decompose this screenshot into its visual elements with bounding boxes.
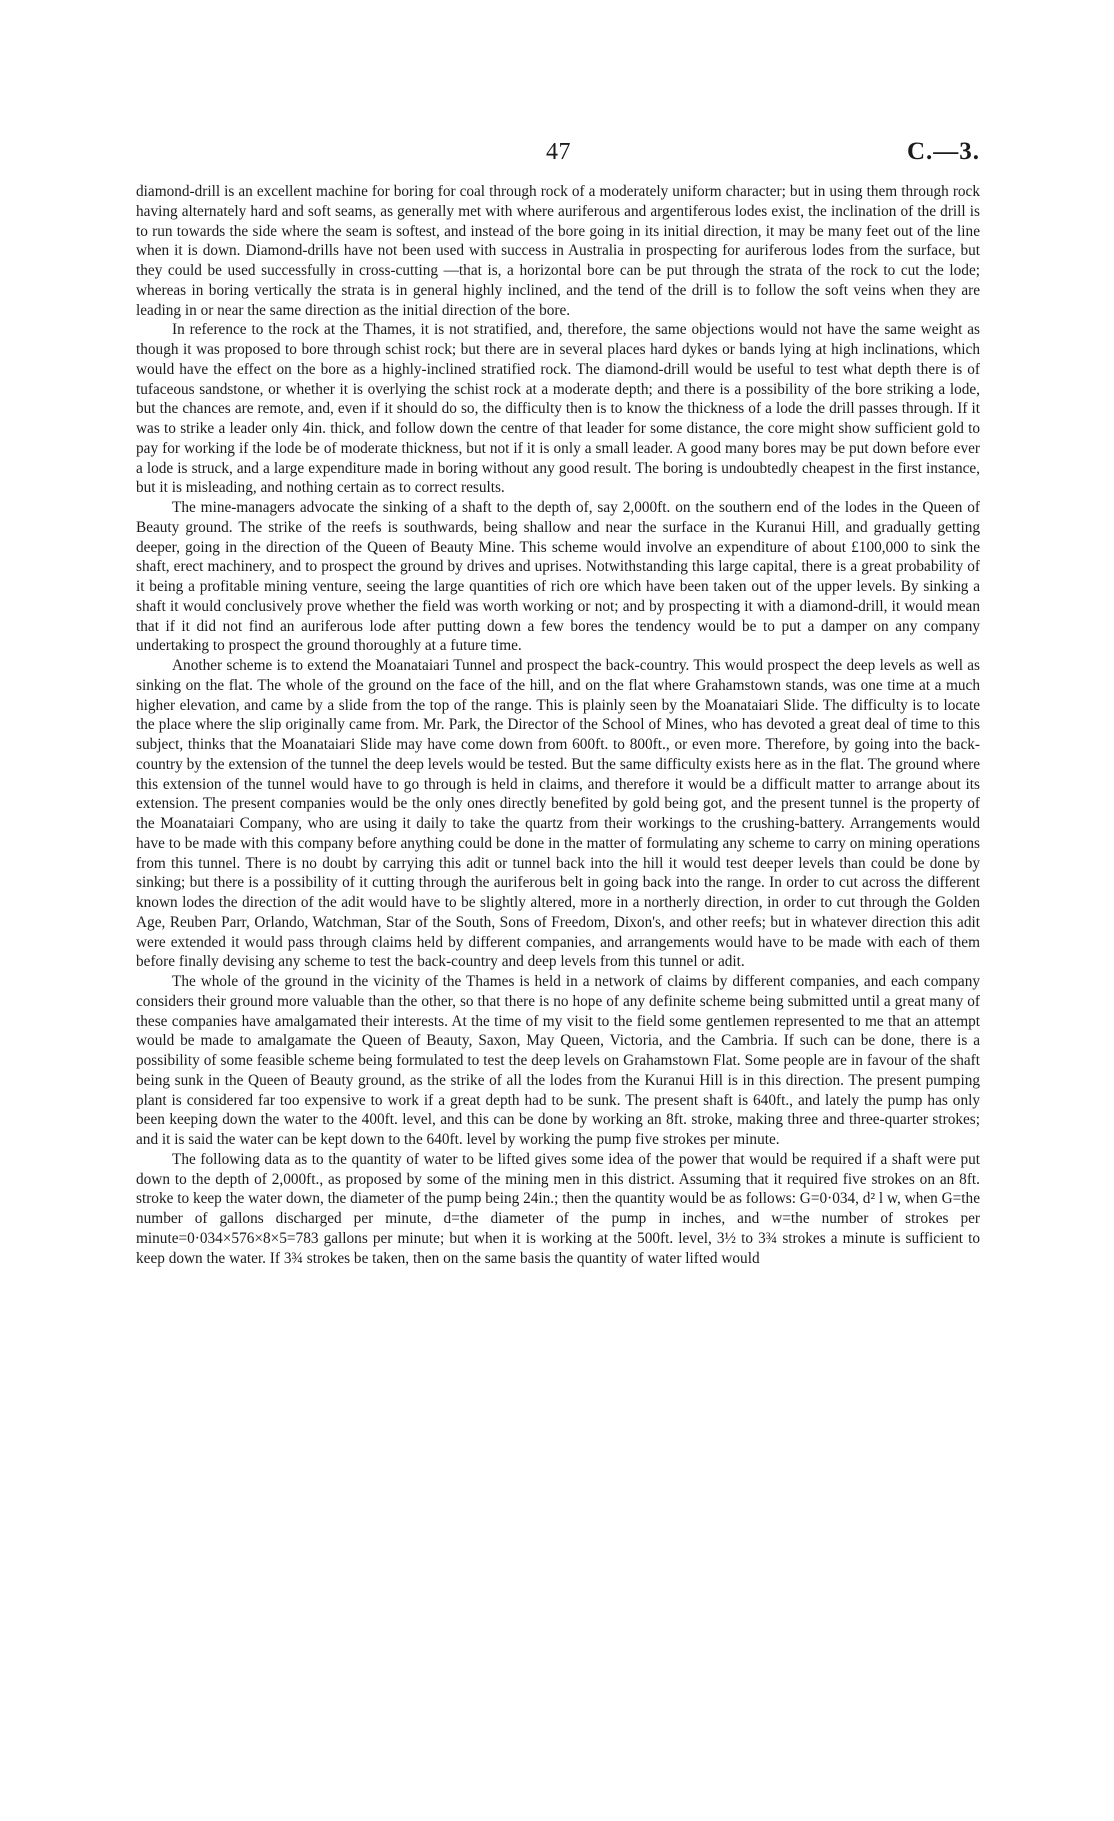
document-page: [136, 0, 980, 1267]
body-text: [136, 182, 980, 1268]
paragraph: The following data as to the quantity of water to be lifted gives some idea of the power that would be required if a shaft were put down to the depth of 2,000ft., as proposed by some of the mining men in this district. Assuming that it required five strokes on an 8ft. stroke to keep the water down, the diameter of the pump being 24in.; then the quantity would be as follows: G=0·034, d² l w, when G=the number of gallons discharged per minute, d=the diameter of the pump in inches, and w=the number of strokes per minute=0·034×576×8×5=783 gallons per minute; but when it is working at the 500ft. level, 3½ to 3¾ strokes a minute is sufficient to keep down the water. If 3¾ strokes be taken, then on the same basis the quantity of water lifted would: [136, 1150, 980, 1267]
paragraph: The mine-managers advocate the sinking of a shaft to the depth of, say 2,000ft. on the southern end of the lodes in the Queen of Beauty ground. The strike of the reefs is southwards, being shallow and near the surface in the Kuranui Hill, and gradually getting deeper, going in the direction of the Queen of Beauty Mine. This scheme would involve an expenditure of about £100,000 to sink the shaft, erect machinery, and to prospect the ground by drives and uprises. Notwithstanding this large capital, there is a great probability of it being a profitable mining venture, seeing the large quantities of rich ore which have been taken out of the upper levels. By sinking a shaft it would conclusively prove whether the field was worth working or not; and by prospecting it with a diamond-drill, it would mean that if it did not find an auriferous lode after putting down a few bores the tendency would be to put a damper on any company undertaking to prospect the ground thoroughly at a future time.: [136, 499, 980, 655]
paragraph: diamond-drill is an excellent machine for boring for coal through rock of a moderately uniform character; but in using them through rock having alternately hard and soft seams, as generally met with where auriferous and argentiferous lodes exist, the inclination of the drill is to run towards the side where the seam is softest, and instead of the bore going in its initial direction, it may be many feet out of the line when it is down. Diamond-drills have not been used with success in Australia in prospecting for auriferous lodes from the surface, but they could be used successfully in cross-cutting —that is, a horizontal bore can be put through the strata of the rock to cut the lode; whereas in boring vertically the strata is in general highly inclined, and the tend of the drill is to follow the soft veins when they are leading in or near the same direction as the initial direction of the bore.: [136, 183, 980, 319]
paragraph: In reference to the rock at the Thames, it is not stratified, and, therefore, the same objections would not have the same weight as though it was proposed to bore through schist rock; but there are in several places hard dykes or bands lying at high inclinations, which would have the effect on the bore as a highly-inclined stratified rock. The diamond-drill would be useful to test what depth there is of tufaceous sandstone, or whether it is overlying the schist rock at a moderate depth; and there is a possibility of the bore striking a lode, but the chances are remote, and, even if it should do so, the difficulty then is to know the thickness of a lode the drill passes through. If it was to strike a leader only 4in. thick, and follow down the centre of that leader for some distance, the core might show sufficient gold to pay for working if the lode be of moderate thickness, but not if it is only a small leader. A good many bores may be put down before ever a lode is struck, and a large expenditure made in boring without any good result. The boring is undoubtedly cheapest in the first instance, but it is misleading, and nothing certain as to correct results.: [136, 321, 980, 497]
page-header: [136, 0, 980, 175]
paragraph: Another scheme is to extend the Moanataiari Tunnel and prospect the back-country. This would prospect the deep levels as well as sinking on the flat. The whole of the ground on the face of the hill, and on the flat where Grahamstown stands, was one time at a much higher elevation, and came by a slide from the top of the range. This is plainly seen by the Moanataiari Slide. The difficulty is to locate the place where the slip originally came from. Mr. Park, the Director of the School of Mines, who has devoted a great deal of time to this subject, thinks that the Moanataiari Slide may have come down from 600ft. to 800ft., or even more. Therefore, by going into the back-country by the extension of the tunnel the deep levels would be tested. But the same difficulty exists here as in the flat. The ground where this extension of the tunnel would have to go through is held in claims, and therefore it would be a difficult matter to arrange about its extension. The present companies would be the only ones directly benefited by gold being got, and the present tunnel is the property of the Moanataiari Company, who are using it daily to take the quartz from their workings to the crushing-battery. Arrangements would have to be made with this company before anything could be done in the matter of formulating any scheme to carry on mining operations from this tunnel. There is no doubt by carrying this adit or tunnel back into the hill it would test deeper levels than could be done by sinking; but there is a possibility of it cutting through the auriferous belt in going back into the range. In order to cut across the different known lodes the direction of the adit would have to be slightly altered, more in a northerly direction, in order to cut through the Golden Age, Reuben Parr, Orlando, Watchman, Star of the South, Sons of Freedom, Dixon's, and other reefs; but in whatever direction this adit were extended it would pass through claims held by different companies, and arrangements would have to be made with each of them before finally devising any scheme to test the back-country and deep levels from this tunnel or adit.: [136, 657, 980, 971]
paragraph: The whole of the ground in the vicinity of the Thames is held in a network of claims by different companies, and each company considers their ground more valuable than the other, so that there is no hope of any definite scheme being submitted until a great many of these companies have amalgamated their interests. At the time of my visit to the field some gentlemen represented to me that an attempt would be made to amalgamate the Queen of Beauty, Saxon, May Queen, Victoria, and the Cambria. If such can be done, there is a possibility of some feasible scheme being formulated to test the deep levels on Grahamstown Flat. Some people are in favour of the shaft being sunk in the Queen of Beauty ground, as the strike of all the lodes from the Kuranui Hill is in this direction. The present pumping plant is considered far too expensive to work if a great depth had to be sunk. The present shaft is 640ft., and lately the pump has only been keeping down the water to the 400ft. level, and this can be done by working an 8ft. stroke, making three and three-quarter strokes; and it is said the water can be kept down to the 640ft. level by working the pump five strokes per minute.: [136, 973, 980, 1148]
document-reference: C.—3.: [906, 138, 980, 165]
page-number: 47: [546, 139, 571, 165]
